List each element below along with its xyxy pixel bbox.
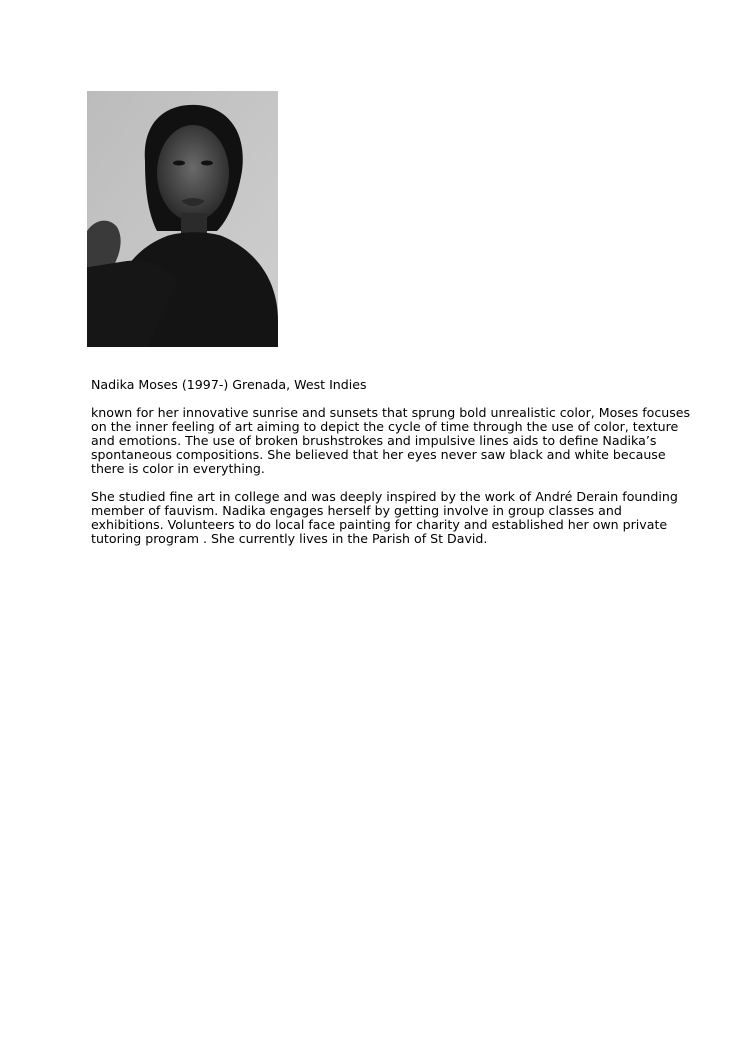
hand-shape (87, 221, 121, 267)
right-eye (201, 161, 213, 166)
artist-heading: Nadika Moses (1997-) Grenada, West Indies (91, 377, 367, 392)
biography-paragraph-1: known for her innovative sunrise and sunsets that sprung bold unrealistic color, Moses focuses on the inner feeling of art aiming to depict the cycle of time through the use of color, texture and emotions. The use of broken brushstrokes and impulsive lines aids to define Nadika’s spontaneous compositions. She believed that her eyes never saw black and white because there is color in everything. (91, 405, 691, 476)
biography-paragraph-2: She studied fine art in college and was deeply inspired by the work of André Derain founding member of fauvism. Nadika engages herself by getting involve in group classes and exhibitions. Volunteers to do local face painting for charity and established her own private tutoring program . She currently lives in the Parish of St David. (91, 489, 678, 546)
left-eye (173, 161, 185, 166)
artist-portrait-photo (87, 91, 278, 347)
biography-text (91, 378, 691, 546)
face-shape (157, 125, 229, 221)
portrait-illustration (87, 91, 278, 347)
